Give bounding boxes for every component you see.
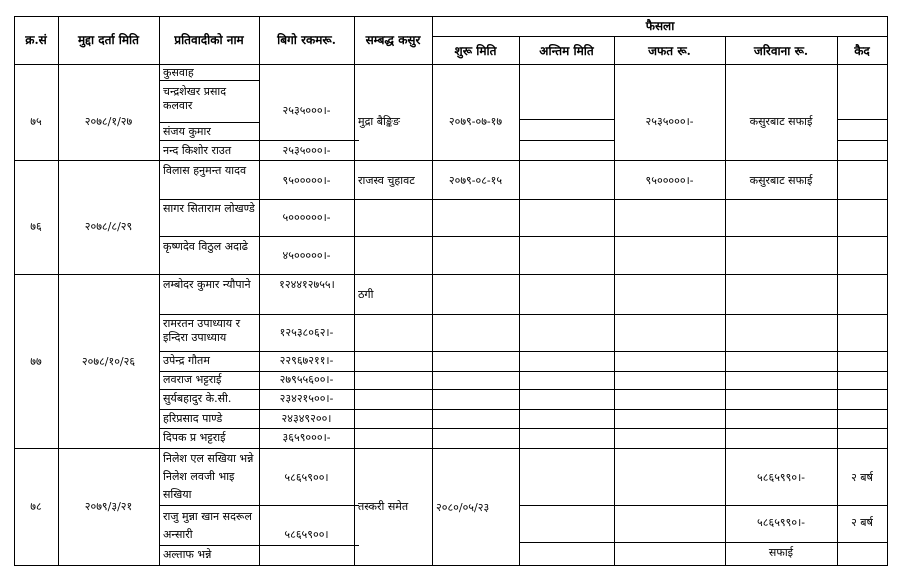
grid-line — [159, 80, 259, 81]
grid-line — [58, 16, 59, 566]
confiscation-amount: ९५०००००।- — [645, 174, 694, 187]
header-defendant: प्रतिवादीको नाम — [174, 33, 244, 47]
claim-amount: २५३५०००।- — [282, 144, 331, 157]
defendant-name: लवराज भट्टराई — [163, 373, 222, 386]
offence: मुद्रा बैङ्किङ — [358, 115, 400, 128]
grid-line — [519, 542, 888, 543]
case-date: २०७९/३/२१ — [84, 500, 133, 513]
defendant-name: सागर सिताराम लोखण्डे — [163, 202, 255, 215]
defendant-name: निलेश एल सखिया भन्ने निलेश लवजी भाइ सखिया — [163, 452, 254, 501]
grid-line — [14, 160, 888, 161]
header-fine: जरिवाना रू. — [753, 44, 809, 58]
defendant-name: लम्बोदर कुमार न्यौपाने — [163, 278, 251, 291]
grid-line — [159, 140, 359, 141]
grid-line — [519, 36, 520, 566]
claim-amount: ९५०००००।- — [282, 174, 331, 187]
grid-line — [354, 16, 355, 566]
claim-amount: १२५३८०६२।- — [279, 326, 334, 339]
prison-term: २ बर्ष — [851, 471, 873, 484]
fine-amount: कसुरबाट सफाई — [749, 174, 813, 187]
grid-line — [432, 36, 888, 37]
verdict-table — [14, 16, 888, 566]
header-final-date: अन्तिम मिति — [539, 44, 594, 58]
grid-line — [519, 119, 614, 120]
grid-line — [159, 314, 888, 315]
defendant-name: सुर्यबहादुर के.सी. — [163, 392, 232, 405]
claim-amount: ४५०००००।- — [282, 249, 331, 262]
defendant-name: रामरतन उपाध्याय र इन्दिरा उपाध्याय — [163, 317, 241, 344]
case-sn: ७५ — [30, 115, 42, 128]
offence: राजस्व चुहावट — [358, 174, 415, 187]
case-date: २०७८/८/२९ — [84, 220, 133, 233]
defendant-name: संजय कुमार — [163, 125, 211, 138]
start-date: २०७९-०७-१७ — [448, 115, 503, 128]
grid-line — [14, 565, 888, 566]
defendant-name: विलास हनुमन्त यादव — [163, 164, 247, 177]
defendant-name: चन्द्रशेखर प्रसाद कलवार — [163, 85, 227, 112]
fine-amount: ५८६५९९०।- — [757, 516, 805, 529]
claim-amount: २५३५०००।- — [282, 104, 331, 117]
grid-line — [837, 140, 888, 141]
defendant-name: अल्ताफ भन्ने — [163, 548, 212, 561]
claim-amount: ३६५९०००।- — [282, 431, 331, 444]
confiscation-amount: २५३५०००।- — [645, 115, 694, 128]
claim-amount: ५८६५९००। — [284, 471, 329, 484]
defendant-name: नन्द किशोर राउत — [163, 144, 232, 157]
claim-amount: २७९५५६००।- — [279, 373, 334, 386]
claim-amount: ५००००००।- — [282, 211, 331, 224]
grid-line — [14, 64, 888, 65]
grid-line — [14, 448, 888, 449]
claim-amount: १२४४१२७५५। — [279, 278, 335, 291]
grid-line — [159, 351, 888, 352]
claim-amount: २३४२१५००।- — [279, 392, 334, 405]
defendant-name: कुसवाह — [163, 66, 194, 79]
grid-line — [837, 36, 838, 566]
header-verdict: फैसला — [645, 19, 675, 33]
offence: तस्करी समेत — [358, 500, 409, 513]
case-sn: ७६ — [30, 220, 42, 233]
header-offence: सम्बद्ध कसुर — [365, 33, 421, 47]
claim-amount: ५८६५९००। — [284, 528, 329, 541]
defendant-name: कृष्णदेव विठुल अदाढे — [163, 240, 248, 253]
grid-line — [837, 119, 888, 120]
grid-line — [432, 16, 433, 566]
case-sn: ७७ — [30, 355, 42, 368]
header-confiscation: जफत रू. — [648, 44, 691, 58]
case-sn: ७८ — [30, 500, 42, 513]
grid-line — [14, 16, 888, 17]
header-prison: कैद — [854, 44, 870, 58]
grid-line — [519, 505, 888, 506]
grid-line — [159, 505, 359, 506]
defendant-name: उपेन्द्र गौतम — [163, 354, 210, 367]
offence: ठगी — [358, 288, 374, 301]
grid-line — [159, 236, 888, 237]
case-date: २०७८/१/२७ — [84, 115, 133, 128]
grid-line — [14, 16, 15, 566]
grid-line — [159, 16, 160, 566]
grid-line — [519, 140, 614, 141]
header-sn: क्र.सं — [25, 33, 47, 47]
grid-line — [159, 409, 888, 410]
grid-line — [159, 122, 259, 123]
defendant-name: दिपक प्र भट्टराई — [163, 431, 226, 444]
claim-amount: २२९६७२११।- — [279, 354, 334, 367]
grid-line — [159, 545, 359, 546]
case-date: २०७८/१०/२६ — [81, 355, 136, 368]
start-date: २०७९-०८-१५ — [448, 174, 503, 187]
grid-line — [159, 389, 888, 390]
grid-line — [887, 16, 888, 566]
defendant-name: हरिप्रसाद पाण्डे — [163, 412, 223, 425]
start-date: २०८०/०५/२३ — [436, 501, 490, 514]
prison-term: २ बर्ष — [851, 516, 873, 529]
grid-line — [14, 274, 888, 275]
header-case-date: मुद्दा दर्ता मिति — [78, 33, 139, 47]
grid-line — [159, 428, 888, 429]
fine-amount: कसुरबाट सफाई — [749, 115, 813, 128]
claim-amount: २४३४९२००। — [281, 412, 332, 425]
header-start-date: शुरू मिति — [454, 44, 497, 58]
fine-amount: सफाई — [768, 546, 794, 559]
header-claim: बिगो रकमरू. — [277, 33, 336, 47]
fine-amount: ५८६५९९०।- — [757, 471, 805, 484]
defendant-name: राजु मुन्ना खान सदरूल अन्सारी — [163, 510, 252, 541]
grid-line — [159, 371, 888, 372]
grid-line — [159, 199, 888, 200]
